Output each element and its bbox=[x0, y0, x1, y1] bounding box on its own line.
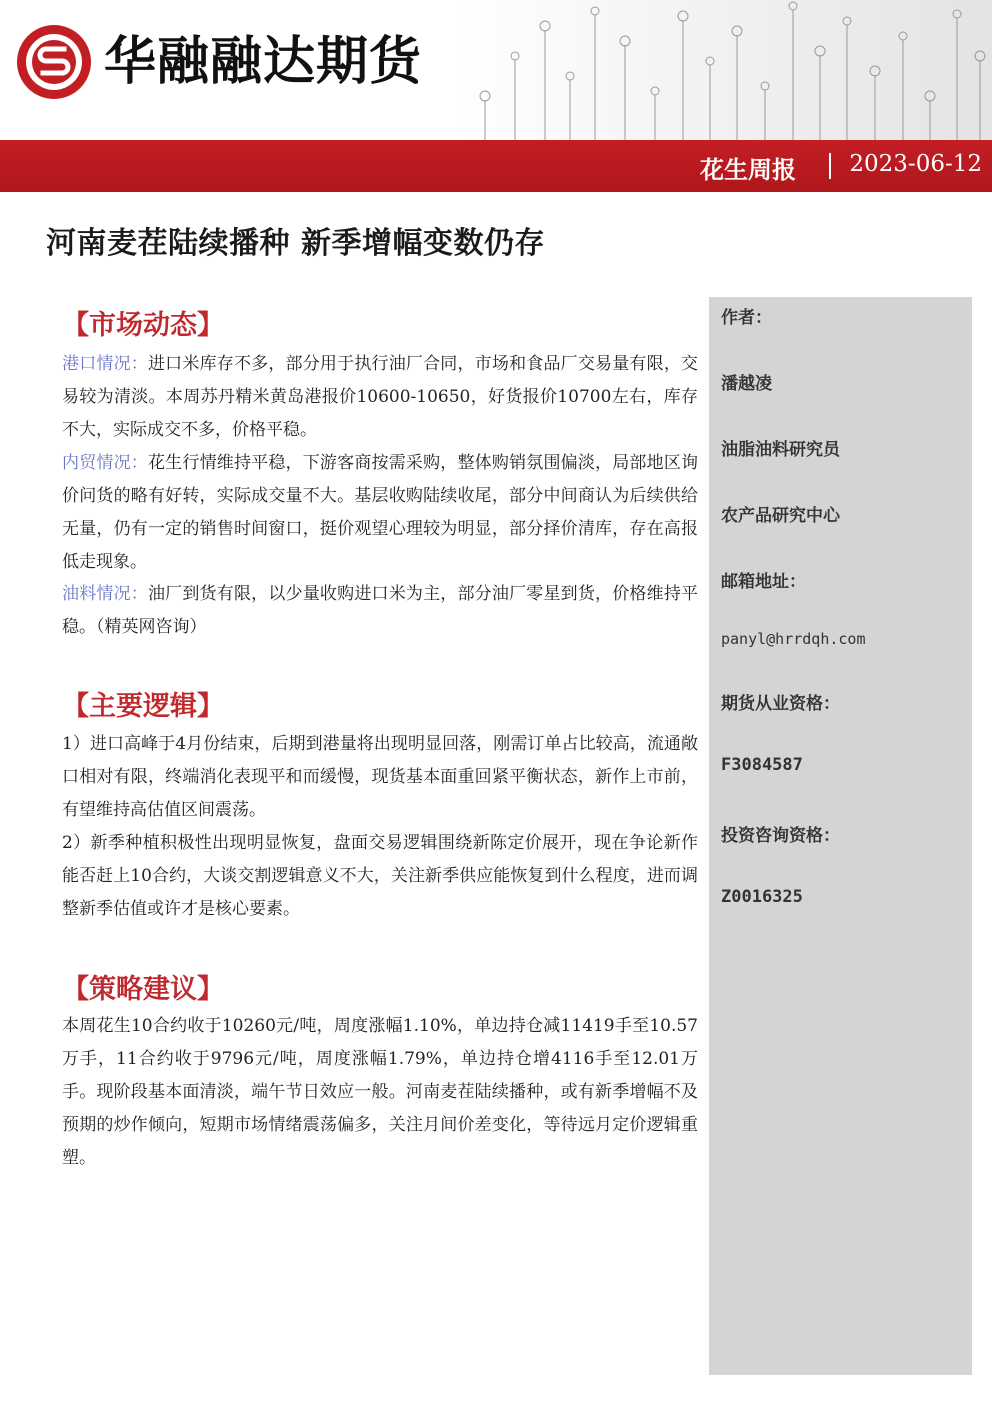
paragraph-logic-1: 1）进口高峰于4月份结束，后期到港量将出现明显回落，刚需订单占比较高，流通敞口相对有限，终端消化表现平和而缓慢，现货基本面重回紧平衡状态，新作上市前，有望维持高估值区间震荡。 bbox=[62, 734, 698, 820]
text-port: 进口米库存不多，部分用于执行油厂合同，市场和食品厂交易量有限，交易较为清淡。本周苏丹精米黄岛港报价10600-10650，好货报价10700左右，库存不大，实际成交不多，价格平稳。 bbox=[62, 354, 699, 440]
paragraph-oil bbox=[62, 578, 698, 644]
email-label: 邮箱地址： bbox=[721, 572, 806, 592]
report-type: 花生周报 bbox=[700, 155, 796, 184]
author-label: 作者： bbox=[721, 308, 772, 328]
text-domestic: 花生行情维持平稳，下游客商按需采购，整体购销氛围偏淡，局部地区询价问货的略有好转，实际成交量不大。基层收购陆续收尾，部分中间商认为后续供给无量，仍有一定的销售时间窗口，挺价观望心理较为明显，部分择价清库，存在高报低走现象。 bbox=[62, 453, 699, 572]
author-sidebar bbox=[709, 297, 972, 1375]
header-decoration bbox=[455, 0, 992, 140]
paragraph-strategy: 本周花生10合约收于10260元/吨，周度涨幅1.10%，单边持仓减11419手至10.57万手，11合约收于9796元/吨，周度涨幅1.79%，单边持仓增4116手至12.01万手。现阶段基本面清淡，端午节日效应一般。河南麦茬陆续播种，或有新季增幅不及预期的炒作倾向，短期市场情绪震荡偏多，关注月间价差变化，等待远月定价逻辑重塑。 bbox=[62, 1016, 698, 1168]
author-role: 油脂油料研究员 bbox=[721, 440, 840, 460]
label-oil: 油料情况： bbox=[62, 584, 148, 604]
label-port: 港口情况： bbox=[62, 354, 148, 374]
advisory-label: 投资咨询资格： bbox=[721, 826, 840, 846]
report-title: 河南麦茬陆续播种 新季增幅变数仍存 bbox=[46, 226, 545, 261]
label-domestic: 内贸情况： bbox=[62, 453, 148, 473]
section-heading-market: 【市场动态】 bbox=[62, 310, 224, 341]
author-name: 潘越凌 bbox=[721, 374, 772, 394]
author-dept: 农产品研究中心 bbox=[721, 506, 840, 526]
report-banner bbox=[0, 140, 992, 192]
license-label: 期货从业资格： bbox=[721, 694, 840, 714]
section-heading-logic: 【主要逻辑】 bbox=[62, 691, 224, 722]
section-heading-strategy: 【策略建议】 bbox=[62, 974, 224, 1005]
license-number: F3084587 bbox=[721, 755, 803, 775]
header bbox=[0, 0, 992, 140]
banner-divider bbox=[829, 153, 831, 179]
email-address[interactable]: panyl@hrrdqh.com bbox=[721, 630, 866, 648]
company-name: 华融融达期货 bbox=[104, 32, 423, 92]
report-date: 2023-06-12 bbox=[849, 151, 982, 177]
company-logo-icon bbox=[14, 22, 94, 102]
paragraph-domestic bbox=[62, 447, 698, 579]
text-oil: 油厂到货有限，以少量收购进口米为主，部分油厂零星到货，价格维持平稳。（精英网咨询） bbox=[62, 584, 699, 637]
paragraph-port bbox=[62, 348, 698, 447]
paragraph-logic-2: 2）新季种植积极性出现明显恢复，盘面交易逻辑围绕新陈定价展开，现在争论新作能否赶上10合约，大谈交割逻辑意义不大，关注新季供应能恢复到什么程度，进而调整新季估值或许才是核心要素。 bbox=[62, 833, 698, 919]
advisory-number: Z0016325 bbox=[721, 887, 803, 907]
